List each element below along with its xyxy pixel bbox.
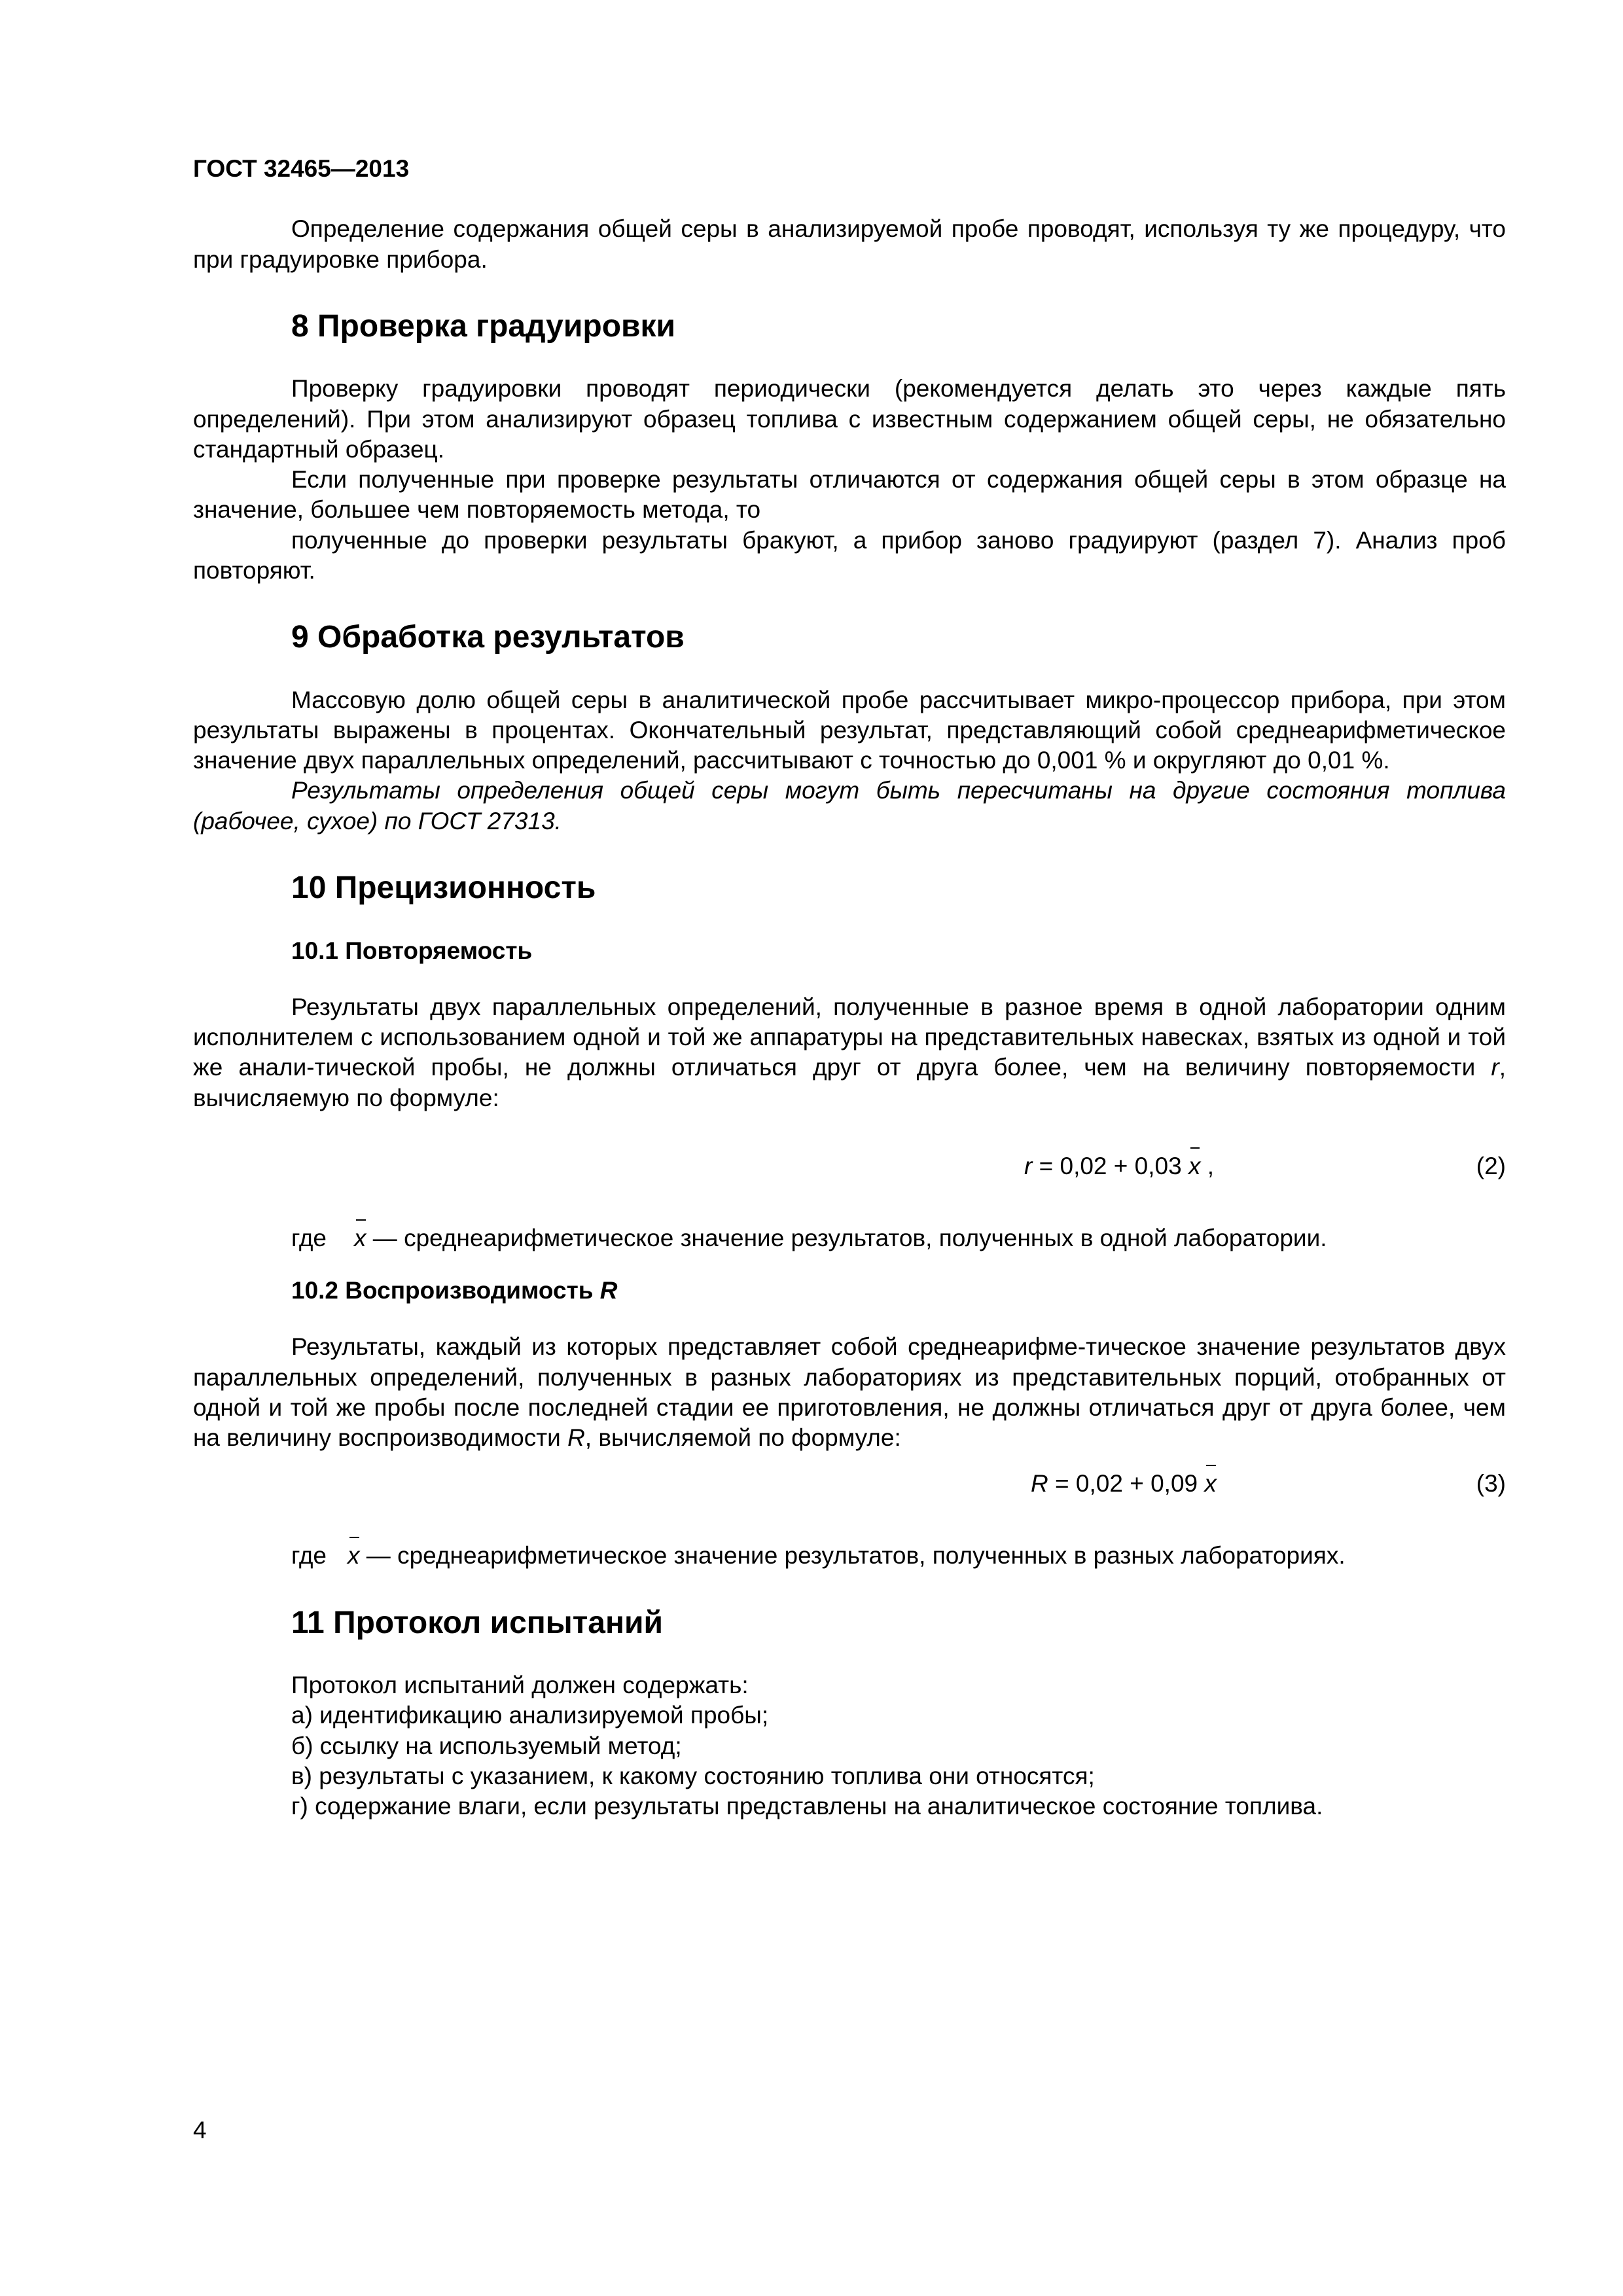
subsection-10-2-paragraph: Результаты, каждый из которых представляет собой среднеарифме-тическое значение результатов двух параллельных определений, полученных в разных лабораториях из представительных порций, отобранных от одной и той же пробы после последней стадии ее приготовления, не должны отличаться друг от друга более, чем на величину воспроизводимости R, вычисляемой по формуле: [193,1333,1506,1452]
list-item: б) ссылку на используемый метод; [291,1732,682,1759]
formula-3-where: где x — среднеарифметическое значение результатов, полученных в разных лабораториях. [193,1541,1506,1571]
document-code: ГОСТ 32465—2013 [193,155,410,182]
protocol-lead: Протокол испытаний должен содержать: [291,1672,749,1699]
x-bar-symbol: x [348,1541,360,1571]
section-9-paragraph-2: Результаты определения общей серы могут быть пересчитаны на другие состояния топлива (рабочее, сухое) по ГОСТ 27313. [193,777,1506,834]
section-10-title: 10 Прецизионность [291,870,596,905]
section-8-paragraph-1: Проверку градуировки проводят периодически (рекомендуется делать это через каждые пять определений). При этом анализируют образец топлива с известным содержанием общей серы, не обязательно стандартный образец. [193,375,1506,463]
x-bar-symbol: x [354,1223,366,1253]
formula-3-expression: R = 0,02 + 0,09 x [1031,1469,1217,1499]
section-11-title: 11 Протокол испытаний [291,1605,663,1640]
subsection-10-2-title: 10.2 Воспроизводимость R [291,1277,618,1304]
formula-2-number: (2) [1476,1152,1506,1179]
section-8-paragraph-3: полученные до проверки результаты бракуют, а прибор заново градуируют (раздел 7). Анализ проб повторяют. [193,526,1506,584]
subsection-10-1-title: 10.1 Повторяемость [291,937,533,964]
symbol-R: R [567,1424,585,1452]
formula-3-number: (3) [1476,1470,1506,1498]
protocol-list [193,1670,1506,1821]
list-item: в) результаты с указанием, к какому состоянию топлива они относятся; [291,1762,1095,1789]
section-9-title: 9 Обработка результатов [291,620,685,655]
subsection-10-1-paragraph: Результаты двух параллельных определений, полученные в разное время в одной лаборатории одним исполнителем с использованием одной и той же аппаратуры на представительных навесках, взятых из одной и той же анали-тической пробы, не должны отличаться друг от друга более, чем на величину повторяемости r, вычисляемую по формуле: [193,993,1506,1111]
x-bar-symbol: x [1204,1469,1217,1499]
list-item: а) идентификацию анализируемой пробы; [291,1702,769,1729]
formula-2-expression: r = 0,02 + 0,03 x , [1024,1151,1214,1181]
formula-2 [193,1151,1506,1183]
section-8-paragraph-2: Если полученные при проверке результаты отличаются от содержания общей серы в этом образце на значение, большее чем повторяемость метода, то [193,466,1506,524]
section-8-title: 8 Проверка градуировки [291,308,676,344]
document-page [193,154,1506,1821]
formula-2-where: где x — среднеарифметическое значение результатов, полученных в одной лаборатории. [193,1223,1506,1253]
x-bar-symbol: x [1188,1151,1201,1181]
page-number: 4 [193,2117,207,2144]
formula-3 [193,1469,1506,1500]
list-item: г) содержание влаги, если результаты представлены на аналитическое состояние топлива. [291,1793,1323,1820]
section-9-paragraph-1: Массовую долю общей серы в аналитической пробе рассчитывает микро-процессор прибора, при этом результаты выражены в процентах. Окончательный результат, представляющий собой среднеарифметическое значение двух параллельных определений, рассчитывают с точностью до 0,001 % и округляют до 0,01 %. [193,686,1506,774]
symbol-r: r [1491,1054,1499,1081]
intro-paragraph: Определение содержания общей серы в анализируемой пробе проводят, используя ту же процедуру, что при градуировке прибора. [193,215,1506,273]
